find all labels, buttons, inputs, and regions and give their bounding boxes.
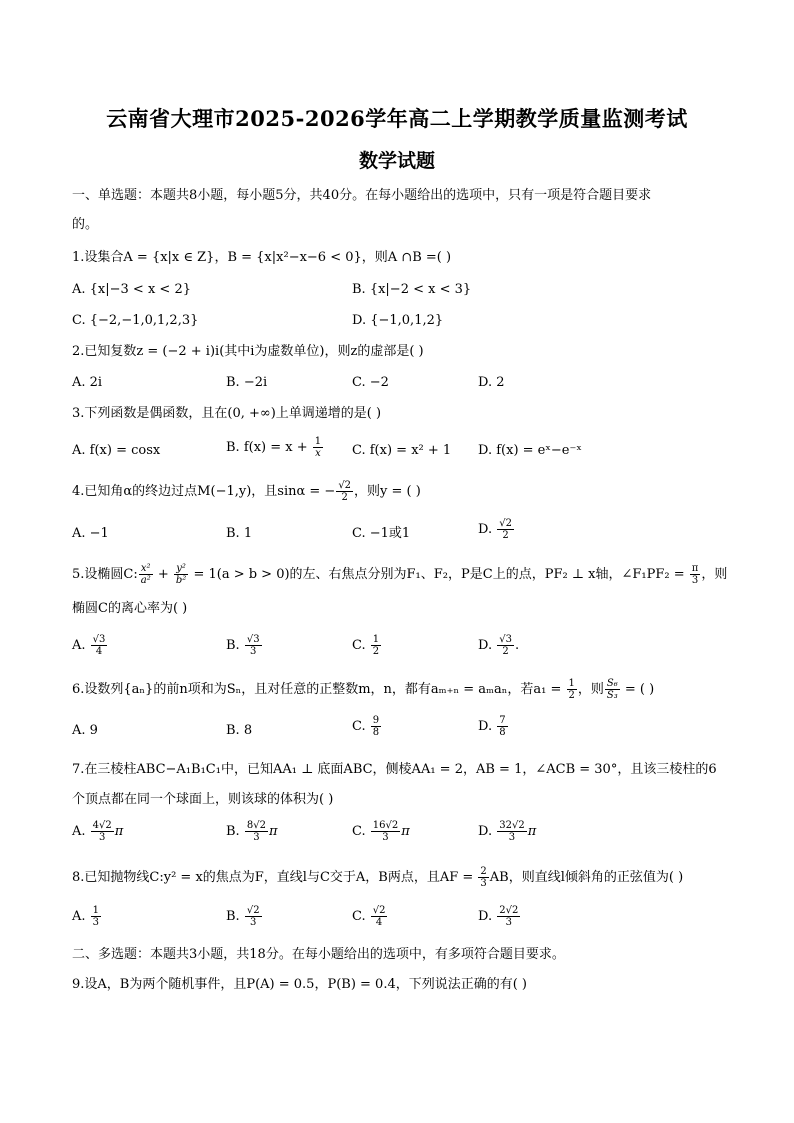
frac-denominator: 4 [95,646,103,657]
q5-option-a [72,634,108,657]
q6-stem [72,678,654,701]
exam-subtitle: 数学试题 [358,150,435,172]
q5-stem-part1: 5.设椭圆C: [72,567,138,582]
q2-option-c: C. −2 [352,375,389,390]
option-label: B. [226,638,244,653]
frac-numerator: √3 [499,634,512,645]
frac-numerator: √2 [246,905,260,916]
option-label: D. [478,638,497,653]
frac-denominator: 3 [253,832,260,843]
q7-option-a [72,820,123,843]
option-label: D. [478,909,497,924]
frac-numerator: 2√2 [499,905,519,916]
q7-stem-line2: 个顶点都在同一个球面上，则该球的体积为( ) [72,792,334,807]
q6-fraction-s [605,678,620,701]
frac-numerator: 4√2 [92,820,112,831]
q7-option-a-fraction [91,820,114,843]
frac-denominator: 3 [505,917,512,928]
pi-symbol: π [268,824,278,839]
option-label: B. [226,909,244,924]
q1-option-a: A. {x|−3 < x < 2} [72,282,191,297]
q5-option-b-fraction [245,634,262,657]
frac-numerator: √3 [246,634,260,645]
q3-option-d: D. f(x) = eˣ−e⁻ˣ [478,443,582,458]
q8-option-b [226,905,263,928]
q8-option-c-fraction [371,905,388,928]
q4-stem-fraction [336,480,353,503]
q5-fraction-y [174,563,188,586]
q7-option-c-fraction [371,820,400,843]
frac-numerator: 7 [499,715,506,726]
q6-option-d [478,715,509,738]
q7-stem-line1: 7.在三棱柱ABC−A₁B₁C₁中，已知AA₁ ⊥ 底面ABC，侧棱AA₁ = 2，AB = 1，∠ACB = 30°，且该三棱柱的6 [72,762,717,777]
frac-denominator: 2 [502,530,509,541]
frac-denominator: x [315,448,321,459]
frac-denominator: a² [140,575,151,586]
q5-option-b [226,634,263,657]
q4-option-d-fraction [497,518,514,541]
q5-stem-part3: = 1(a > b > 0)的左、右焦点分别为F₁、F₂，P是C上的点，PF₂ ⊥ x轴，∠F₁PF₂ = [189,567,689,582]
frac-numerator: √2 [372,905,386,916]
q5-option-d-fraction [497,634,514,657]
exam-title: 云南省大理市2025-2026学年高二上学期教学质量监测考试 [106,106,688,131]
frac-denominator: 3 [480,878,487,889]
frac-denominator: 3 [508,832,516,843]
q5-option-a-fraction [91,634,108,657]
q4-option-b: B. 1 [226,526,253,541]
frac-numerator: 2 [480,866,487,877]
frac-numerator: √3 [92,634,106,645]
q1-stem: 1.设集合A = {x|x ∈ Z}，B = {x|x²−x−6 < 0}，则A ∩B =( ) [72,250,452,265]
frac-numerator: 1 [314,436,322,447]
q5-stem-line2: 椭圆C的离心率为( ) [72,601,188,616]
q6-option-c [352,715,382,738]
q8-stem [72,866,683,889]
q1-option-d: D. {−1,0,1,2} [352,313,444,328]
frac-denominator: 3 [691,575,699,586]
option-label: A. [72,909,90,924]
section2-header: 二、多选题：本题共3小题，共18分。在每小题给出的选项中，有多项符合题目要求。 [72,947,565,962]
frac-numerator: √2 [338,480,352,491]
option-label: C. [352,909,370,924]
option-label: D. [478,824,497,839]
option-label: C. [352,638,370,653]
q4-option-d [478,518,515,541]
frac-numerator: 1 [372,634,380,645]
section1-line1: 一、单选题：本题共8小题，每小题5分，共40分。在每小题给出的选项中，只有一项是符合题目要求 [72,188,652,203]
frac-denominator: 3 [250,646,257,657]
q6-fraction-a1 [567,678,577,701]
q4-stem-part1: 4.已知角α的终边过点M(−1,y)，且sinα = − [72,484,336,499]
q3-option-b-fraction [313,436,323,459]
frac-numerator: 1 [568,678,575,689]
q5-fraction-x [139,563,153,586]
section1-line2: 的。 [72,217,99,232]
option-label: D. [478,719,497,734]
q9-stem: 9.设A，B为两个随机事件，且P(A) = 0.5，P(B) = 0.4，下列说法正确的有( ) [72,977,528,992]
frac-numerator: √2 [499,518,512,529]
q5-stem-part4: ，则 [701,567,728,582]
q6-option-a: A. 9 [72,723,98,738]
q4-stem-part2: ，则y = ( ) [354,484,421,499]
frac-denominator: 3 [99,832,106,843]
q5-stem-line1 [72,563,727,586]
frac-numerator: 1 [92,905,100,916]
frac-denominator: 2 [502,646,509,657]
q8-option-d [478,905,521,928]
q5-fraction-pi [690,563,701,586]
option-label: C. [352,719,370,734]
q7-option-d-fraction [497,820,526,843]
q2-option-d: D. 2 [478,375,505,390]
option-label: A. [72,824,90,839]
q5-option-c [352,634,382,657]
q4-option-a: A. −1 [72,526,109,541]
q1-option-b: B. {x|−2 < x < 3} [352,282,472,297]
frac-numerator: π [691,563,699,574]
q6-option-b: B. 8 [226,723,253,738]
q7-option-c [352,820,410,843]
frac-denominator: 2 [568,690,575,701]
frac-denominator: b² [175,575,187,586]
q6-option-d-fraction [497,715,507,738]
q8-option-b-fraction [245,905,262,928]
frac-denominator: 2 [372,646,380,657]
q2-stem: 2.已知复数z = (−2 + i)i(其中i为虚数单位)，则z的虚部是( ) [72,344,424,359]
q8-stem-part1: 8.已知抛物线C:y² = x的焦点为F，直线l与C交于A，B两点，且AF = [72,870,478,885]
pi-symbol: π [114,824,124,839]
frac-denominator: 3 [250,917,257,928]
q7-option-b [226,820,277,843]
q2-option-a: A. 2i [72,375,103,390]
q2-option-b: B. −2i [226,375,268,390]
q7-option-d [478,820,536,843]
pi-symbol: π [401,824,410,839]
q4-option-c: C. −1或1 [352,526,411,541]
frac-numerator: 16√2 [372,820,399,831]
frac-denominator: S₃ [606,690,618,701]
frac-denominator: 8 [499,727,506,738]
q8-stem-part2: AB，则直线l倾斜角的正弦值为( ) [489,870,684,885]
option-label: A. [72,638,90,653]
frac-denominator: 8 [372,727,380,738]
q3-stem: 3.下列函数是偶函数，且在(0, +∞)上单调递增的是( ) [72,406,382,421]
q8-option-a [72,905,102,928]
frac-numerator: 8√2 [246,820,266,831]
q4-stem [72,480,421,503]
q3-option-b [226,436,324,459]
option-tail: . [514,638,520,653]
q8-option-a-fraction [91,905,101,928]
frac-denominator: 3 [382,832,389,843]
q8-option-c [352,905,388,928]
option-label: B. [226,824,244,839]
q5-stem-part2: + [153,567,173,582]
frac-numerator: S₆ [606,678,618,689]
q5-option-c-fraction [371,634,381,657]
frac-denominator: 3 [92,917,100,928]
q5-option-d [478,634,519,657]
q3-option-a: A. f(x) = cosx [72,443,161,458]
q1-option-c: C. {−2,−1,0,1,2,3} [72,313,199,328]
q6-stem-part1: 6.设数列{aₙ}的前n项和为Sₙ，且对任意的正整数m，n，都有aₘ₊ₙ = aₘaₙ，若a₁ = [72,682,566,697]
frac-denominator: 2 [341,492,348,503]
q3-option-c: C. f(x) = x² + 1 [352,443,452,458]
option-label: C. [352,824,370,839]
q6-option-c-fraction [371,715,381,738]
pi-symbol: π [527,824,537,839]
frac-numerator: y² [174,563,188,575]
q6-stem-part3: = ( ) [620,682,655,697]
frac-numerator: x² [139,563,153,575]
q8-option-d-fraction [497,905,520,928]
q6-stem-part2: ，则 [577,682,604,697]
q7-option-b-fraction [245,820,268,843]
frac-denominator: 4 [375,917,383,928]
q3-option-b-text: B. f(x) = x + [226,440,312,455]
frac-numerator: 32√2 [499,820,525,831]
frac-numerator: 9 [372,715,380,726]
q4-option-d-label: D. [478,522,497,537]
q8-stem-fraction [478,866,488,889]
